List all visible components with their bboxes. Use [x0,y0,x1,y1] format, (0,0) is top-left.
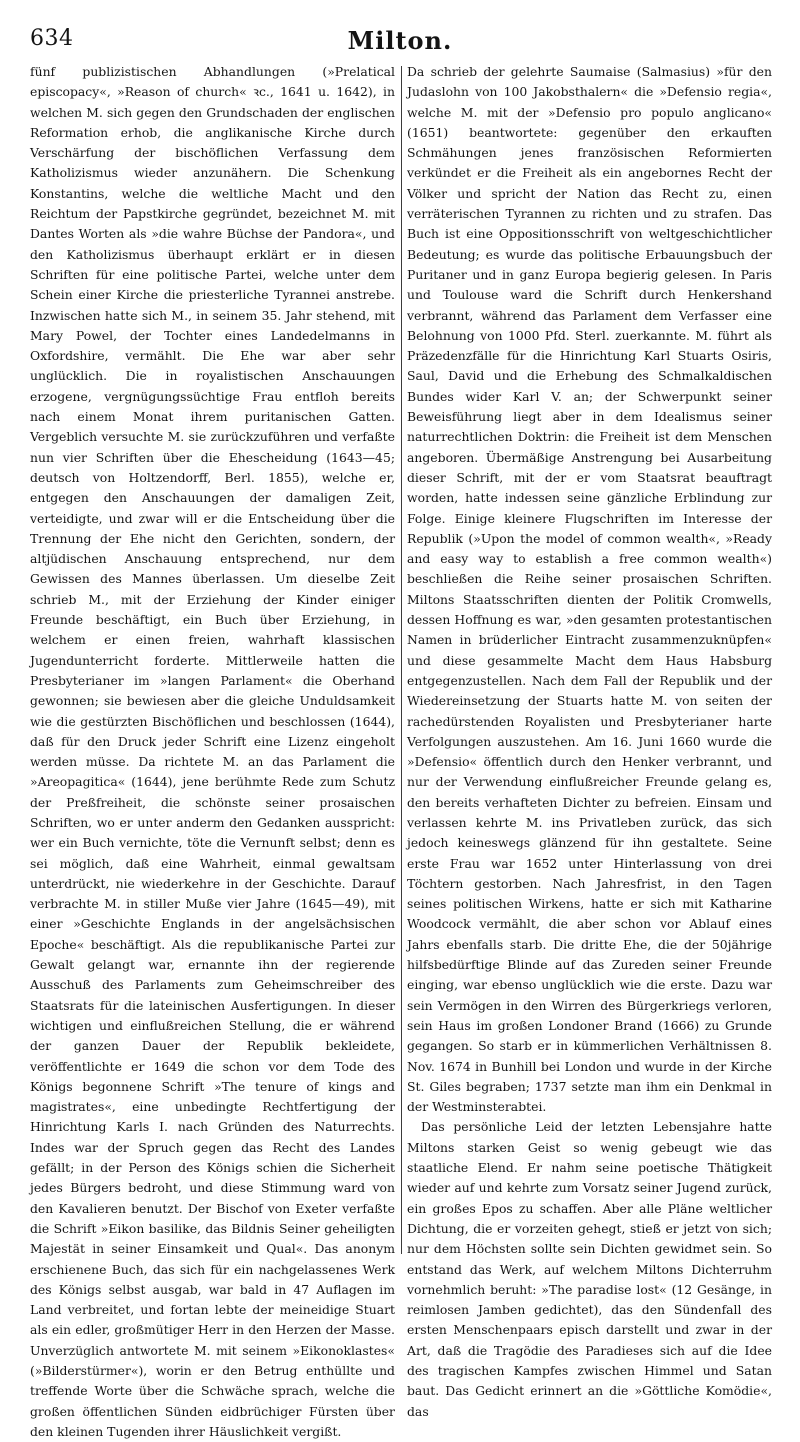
column-divider [401,66,402,1254]
text-columns [30,62,772,1439]
page-number: 634 [30,26,74,51]
running-head: Milton. [347,26,453,55]
left-column [30,62,395,1439]
paragraph: Da schrieb der gelehrte Saumaise (Salmasius) »für den Judaslohn von 100 Jakobsthalern« die »Defensio regia«, welche M. mit der »Defensio pro populo anglicano« (1651) beantwortete: gegenüber den erkauften Schmähungen jenes französischen Reformierten verkündet er die Freiheit als ein angebornes Recht der Völker und spricht der Nation das Recht zu, einen verräterischen Tyrannen zu richten und zu strafen. Das Buch ist eine Oppositionsschrift von weltgeschichtlicher Bedeutung; es wurde das politische Erbauungsbuch der Puritaner und in ganz Europa begierig gelesen. In Paris und Toulouse ward die Schrift durch Henkershand verbrannt, während das Parlament dem Verfasser eine Belohnung von 1000 Pfd. Sterl. zuerkannte. M. führt als Präzedenzfälle für die Hinrichtung Karl Stuarts Osiris, Saul, David und die Erhebung des Schmalkaldischen Bundes wider Karl V. an; der Schwerpunkt seiner Beweisführung liegt aber in dem Idealismus seiner naturrechtlichen Doktrin: die Freiheit ist dem Menschen angeboren. Übermäßige Anstrengung bei Ausarbeitung dieser Schrift, mit der er vom Staatsrat beauftragt worden, hatte indessen seine gänzliche Erblindung zur Folge. Einige kleinere Flugschriften im Interesse der Republik (»Upon the model of common wealth«, »Ready and easy way to establish a free common wealth«) beschließen die Reihe seiner prosaischen Schriften. Miltons Staatsschriften dienten der Politik Cromwells, dessen Hoffnung es war, »den gesamten protestantischen Namen in brüderlicher Eintracht zusammenzuknüpfen« und diese gesammelte Macht dem Haus Habsburg entgegenzustellen. Nach dem Fall der Republik und der Wiedereinsetzung der Stuarts hatte M. von seiten der rachedürstenden Royalisten und Presbyterianer harte Verfolgungen auszustehen. Am 16. Juni 1660 wurde die »Defensio« öffentlich durch den Henker verbrannt, und nur der Verwendung einflußreicher Freunde gelang es, den bereits verhafteten Dichter zu befreien. Einsam und verlassen kehrte M. ins Privatleben zurück, das sich jedoch keineswegs glänzend für ihn gestaltete. Seine erste Frau war 1652 unter Hinterlassung von drei Töchtern gestorben. Nach Jahresfrist, in den Tagen seines politischen Wirkens, hatte er sich mit Katharine Woodcock vermählt, die aber schon vor Ablauf eines Jahrs ebenfalls starb. Die dritte Ehe, die der 50jährige hilfsbedürftige Blinde auf das Zureden seiner Freunde einging, war ebenso unglücklich wie die erste. Dazu war sein Vermögen in den Wirren des Bürgerkriegs verloren, sein Haus im großen Londoner Brand (1666) zu Grunde gegangen. So starb er in kümmerlichen Verhältnissen 8. Nov. 1674 in Bunhill bei London und wurde in der Kirche St. Giles begraben; 1737 setzte man ihm ein Denkmal in der Westminsterabtei. [407,64,772,1115]
page-header [30,26,770,60]
paragraph: Das persönliche Leid der letzten Lebensjahre hatte Miltons starken Geist so wenig gebeugt wie das staatliche Elend. Er nahm seine poetische Thätigkeit wieder auf und kehrte zum Vorsatz seiner Jugend zurück, ein großes Epos zu schaffen. Aber alle Pläne weltlicher Dichtung, die er vorzeiten gehegt, stieß er jetzt von sich; nur dem Höchsten sollte sein Dichten gewidmet sein. So entstand das Werk, auf welchem Miltons Dichterruhm vornehmlich beruht: »The paradise lost« (12 Gesänge, in reimlosen Jamben gedichtet), das den Sündenfall des ersten Menschenpaars episch darstellt und zwar in der Art, daß die Tragödie des Paradieses sich auf die Idee des tragischen Kampfes zwischen Himmel und Satan baut. Das Gedicht erinnert an die »Göttliche Komödie«, das [407,1119,772,1419]
paragraph: fünf publizistischen Abhandlungen (»Prelatical episcopacy«, »Reason of church« ꝛc., 1641 u. 1642), in welchen M. sich gegen den Grundschaden der englischen Reformation erhob, die anglikanische Kirche durch Verschärfung der bischöflichen Verfassung dem Katholizismus wieder anzunähern. Die Schenkung Konstantins, welche die weltliche Macht und den Reichtum der Papstkirche gegründet, bezeichnet M. mit Dantes Worten als »die wahre Büchse der Pandora«, und den Katholizismus überhaupt erklärt er in diesen Schriften für eine politische Partei, welche unter dem Schein einer Kirche die priesterliche Tyrannei anstrebe. Inzwischen hatte sich M., in seinem 35. Jahr stehend, mit Mary Powel, der Tochter eines Landedelmanns in Oxfordshire, vermählt. Die Ehe war aber sehr unglücklich. Die in royalistischen Anschauungen erzogene, vergnügungssüchtige Frau entfloh bereits nach einem Monat ihrem puritanischen Gatten. Vergeblich versuchte M. sie zurückzuführen und verfaßte nun vier Schriften über die Ehescheidung (1643—45; deutsch von Holtzendorff, Berl. 1855), welche er, entgegen den Anschauungen der damaligen Zeit, verteidigte, und zwar will er die Entscheidung über die Trennung der Ehe nicht den Gerichten, sondern, der altjüdischen Anschauung entsprechend, nur dem Gewissen des Mannes überlassen. Um dieselbe Zeit schrieb M., mit der Erziehung der Kinder einiger Freunde beschäftigt, ein Buch über Erziehung, in welchem er einen freien, wahrhaft klassischen Jugendunterricht forderte. Mittlerweile hatten die Presbyterianer im »langen Parlament« die Oberhand gewonnen; sie bewiesen aber die gleiche Unduldsamkeit wie die gestürzten Bischöflichen und beschlossen (1644), daß für den Druck jeder Schrift eine Lizenz eingeholt werden müsse. Da richtete M. an das Parlament die »Areopagitica« (1644), jene berühmte Rede zum Schutz der Preßfreiheit, die schönste seiner prosaischen Schriften, wo er unter anderm den Gedanken ausspricht: wer ein Buch vernichte, töte die Vernunft selbst; denn es sei möglich, daß eine Wahrheit, einmal gewaltsam unterdrückt, nie wiederkehre in der Geschichte. Darauf verbrachte M. in stiller Muße vier Jahre (1645—49), mit einer »Geschichte Englands in der angelsächsischen Epoche« beschäftigt. Als die republikanische Partei zur Gewalt gelangt war, ernannte ihn der regierende Ausschuß des Parlaments zum Geheimschreiber des Staatsrats für die lateinischen Ausfertigungen. In dieser wichtigen und einflußreichen Stellung, die er während der ganzen Dauer der Republik bekleidete, veröffentlichte er 1649 die schon vor dem Tode des Königs begonnene Schrift »The tenure of kings and magistrates«, eine unbedingte Rechtfertigung der Hinrichtung Karls I. nach Gründen des Naturrechts. Indes war der Spruch gegen das Recht des Landes gefällt; in der Person des Königs schien die Sicherheit jedes Bürgers bedroht, und diese Stimmung ward von den Kavalieren benutzt. Der Bischof von Exeter verfaßte die Schrift »Eikon basilike, das Bildnis Seiner geheiligten Majestät in seiner Einsamkeit und Qual«. Das anonym erschienene Buch, das sich für ein nachgelassenes Werk des Königs selbst ausgab, war bald in 47 Auflagen im Land verbreitet, und fortan lebte der meineidige Stuart als ein edler, großmütiger Herr in den Herzen der Masse. Unverzüglich antwortete M. mit seinem »Eikonoklastes« (»Bilderstürmer«), worin er den Betrug enthüllte und treffende Worte über die Schwäche sprach, welche die großen öffentlichen Sünden eidbrüchiger Fürsten über den kleinen Tugenden ihrer Häuslichkeit vergißt. [30,64,395,1439]
right-column [407,62,772,1419]
